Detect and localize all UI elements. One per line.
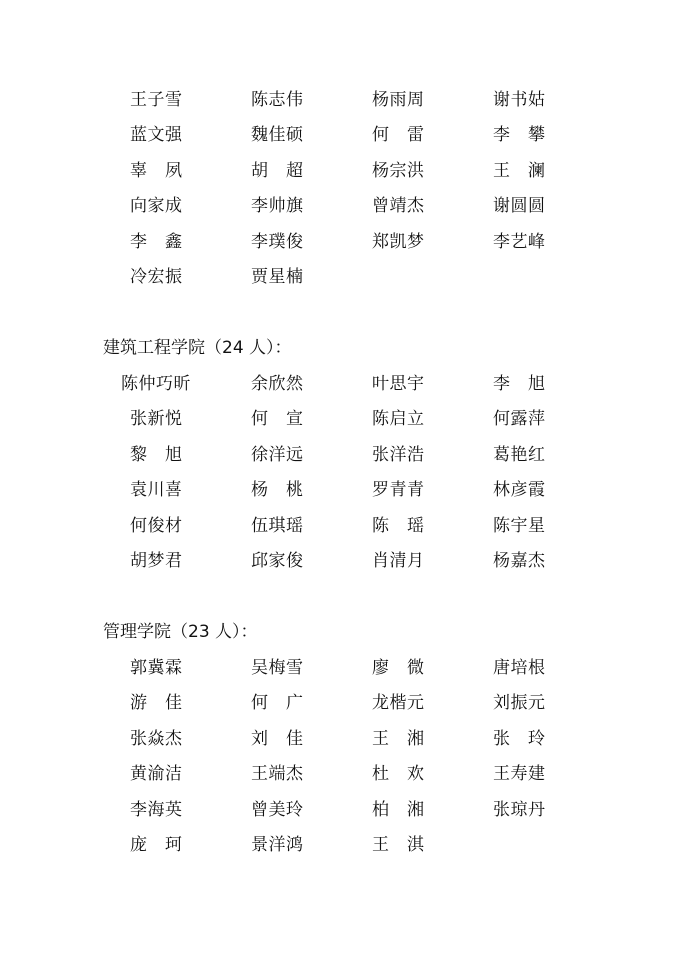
student-name: 王子雪 xyxy=(130,90,183,110)
student-name: 何露萍 xyxy=(493,409,546,430)
student-name: 魏佳硕 xyxy=(251,125,304,146)
name-row xyxy=(0,763,679,798)
name-list-architecture xyxy=(0,373,679,585)
student-name: 陈启立 xyxy=(372,409,425,430)
student-name: 胡 超 xyxy=(251,160,304,181)
student-name: 张新悦 xyxy=(130,409,183,430)
student-name: 余欣然 xyxy=(251,374,304,394)
student-name: 杨宗洪 xyxy=(372,160,425,181)
student-name: 何俊材 xyxy=(130,515,183,536)
student-name: 蓝文强 xyxy=(130,125,183,146)
student-name: 黄渝洁 xyxy=(130,764,183,785)
student-name: 罗青青 xyxy=(372,480,425,501)
name-row xyxy=(0,550,679,585)
student-name: 李艺峰 xyxy=(493,231,546,252)
student-name: 庞 珂 xyxy=(130,834,183,855)
student-name: 谢圆圆 xyxy=(493,196,546,217)
student-name: 柏 湘 xyxy=(372,799,425,820)
student-name: 李海英 xyxy=(130,799,183,820)
student-name: 伍琪瑶 xyxy=(251,515,304,536)
student-name: 王 湘 xyxy=(372,728,425,749)
student-name: 黎 旭 xyxy=(130,444,183,465)
student-name: 杨雨周 xyxy=(372,90,425,110)
student-name: 游 佳 xyxy=(130,693,183,714)
name-row xyxy=(0,728,679,763)
student-name: 辜 夙 xyxy=(130,160,183,181)
name-list-continued xyxy=(0,89,679,301)
name-row xyxy=(0,160,679,195)
student-name: 葛艳红 xyxy=(493,444,546,465)
name-row xyxy=(0,657,679,692)
student-name: 王 淇 xyxy=(372,834,425,855)
name-list-management xyxy=(0,657,679,869)
student-name: 张琼丹 xyxy=(493,799,546,820)
student-name: 刘振元 xyxy=(493,693,546,714)
name-row xyxy=(0,408,679,443)
student-name: 陈 瑶 xyxy=(372,515,425,536)
student-name: 袁川喜 xyxy=(130,480,183,501)
student-name: 吴梅雪 xyxy=(251,658,304,678)
student-name: 龙楷元 xyxy=(372,693,425,714)
student-name: 陈仲巧昕 xyxy=(121,374,191,394)
student-name: 刘 佳 xyxy=(251,728,304,749)
student-name: 张 玲 xyxy=(493,728,546,749)
student-name: 曾靖杰 xyxy=(372,196,425,217)
student-name: 林彦霞 xyxy=(493,480,546,501)
student-name: 杨 桃 xyxy=(251,480,304,501)
name-row xyxy=(0,195,679,230)
name-row xyxy=(0,799,679,834)
student-name: 冷宏振 xyxy=(130,266,183,287)
student-name: 曾美玲 xyxy=(251,799,304,820)
name-row xyxy=(0,231,679,266)
student-name: 唐培根 xyxy=(493,658,546,678)
student-name: 李帅旗 xyxy=(251,196,304,217)
name-row xyxy=(0,266,679,301)
student-name: 杨嘉杰 xyxy=(493,550,546,571)
student-name: 谢书姑 xyxy=(493,90,546,110)
student-name: 李 旭 xyxy=(493,374,546,394)
student-name: 李璞俊 xyxy=(251,231,304,252)
student-name: 陈宇星 xyxy=(493,515,546,536)
student-name: 何 雷 xyxy=(372,125,425,146)
student-name: 叶思宇 xyxy=(372,374,425,394)
student-name: 徐洋远 xyxy=(251,444,304,465)
student-name: 景洋鸿 xyxy=(251,834,304,855)
name-row xyxy=(0,834,679,869)
name-row xyxy=(0,692,679,727)
student-name: 李 鑫 xyxy=(130,231,183,252)
student-name: 王 澜 xyxy=(493,160,546,181)
student-name: 王寿建 xyxy=(493,764,546,785)
student-name: 杜 欢 xyxy=(372,764,425,785)
section-heading-architecture: 建筑工程学院（24 人）： xyxy=(103,338,292,358)
student-name: 张洋浩 xyxy=(372,444,425,465)
student-name: 向家成 xyxy=(130,196,183,217)
student-name: 何 宣 xyxy=(251,409,304,430)
student-name: 李 攀 xyxy=(493,125,546,146)
section-heading-management: 管理学院（23 人）： xyxy=(103,622,258,642)
name-row xyxy=(0,444,679,479)
student-name: 陈志伟 xyxy=(251,90,304,110)
name-row xyxy=(0,89,679,124)
student-name: 廖 微 xyxy=(372,658,425,678)
name-row xyxy=(0,373,679,408)
student-name: 张焱杰 xyxy=(130,728,183,749)
student-name: 何 广 xyxy=(251,693,304,714)
student-name: 郑凯梦 xyxy=(372,231,425,252)
student-name: 郭冀霖 xyxy=(130,658,183,678)
name-row xyxy=(0,124,679,159)
student-name: 邱家俊 xyxy=(251,550,304,571)
student-name: 胡梦君 xyxy=(130,550,183,571)
student-name: 贾星楠 xyxy=(251,266,304,287)
student-name: 肖清月 xyxy=(372,550,425,571)
student-name: 王端杰 xyxy=(251,764,304,785)
name-row xyxy=(0,515,679,550)
name-row xyxy=(0,479,679,514)
